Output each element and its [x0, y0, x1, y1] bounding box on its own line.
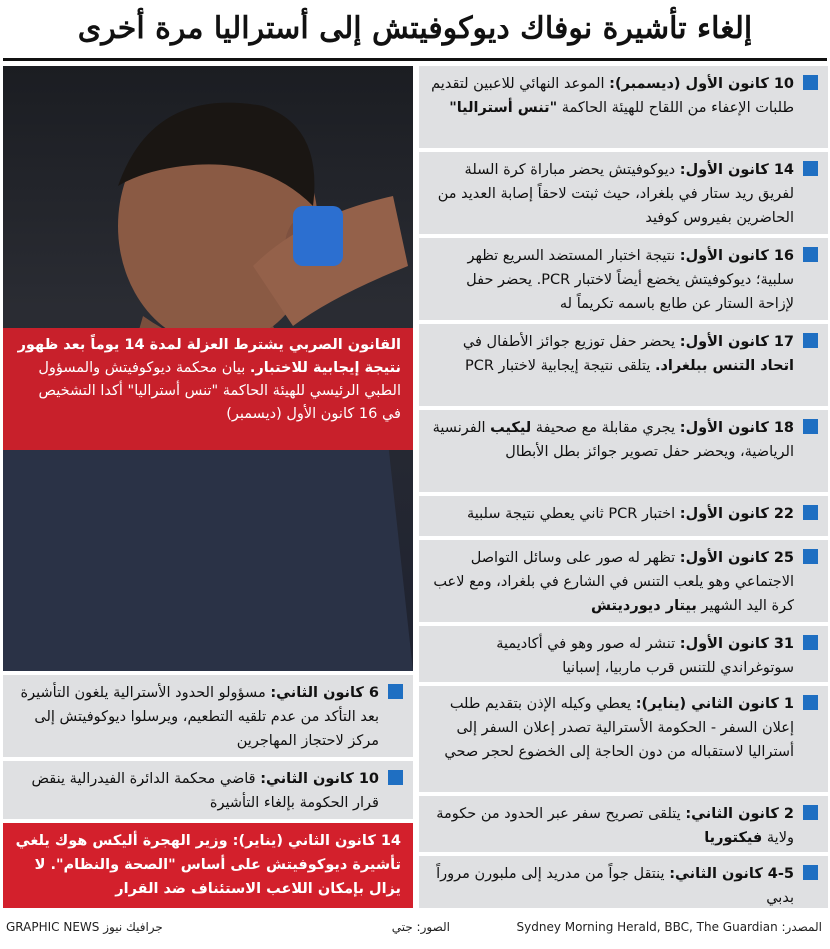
entry-bold-text: "تنس أستراليا": [449, 100, 558, 116]
entry-date: 10 كانون الثاني:: [260, 771, 379, 787]
entry-date: 1 كانون الثاني (يناير):: [635, 696, 794, 712]
photo-credit: الصور: جتي: [391, 920, 450, 934]
entry-text: الموعد النهائي للاعبين لتقديم طلبات الإعفاء من اللقاح للهيئة الحاكمة: [431, 76, 794, 116]
timeline-entry: [3, 761, 413, 819]
timeline-entry: [419, 410, 828, 492]
timeline-entry: [419, 686, 828, 792]
entry-text: الفرنسية الرياضية، ويحضر حفل تصوير جوائز بطل الأبطال: [432, 420, 794, 460]
timeline-entry: [419, 324, 828, 406]
timeline-entry: [419, 238, 828, 320]
bullet-square-icon: [388, 770, 403, 785]
entry-date: 22 كانون الأول:: [679, 506, 794, 522]
bullet-square-icon: [803, 75, 818, 90]
quarantine-callout: [3, 328, 413, 450]
entry-text: يتلقى نتيجة إيجابية لاختبار PCR: [465, 358, 655, 374]
source-credit: المصدر: Sydney Morning Herald, BBC, The Guardian: [516, 920, 822, 934]
timeline-entry-highlight: [3, 823, 413, 908]
title-divider: [3, 58, 827, 61]
entry-text: وزير الهجرة أليكس هوك يلغي تأشيرة ديوكوفيتش على أساس "الصحة والنظام". لا يزال بإمكان اللاعب الاستئناف ضد القرار: [15, 833, 401, 897]
entry-date: 31 كانون الأول:: [679, 636, 794, 652]
entry-text: ديوكوفيتش يحضر مباراة كرة السلة لفريق ريد ستار في بلغراد، حيث ثبتت لاحقاً إصابة العديد من الحاضرين بفيروس كوفيد: [437, 162, 794, 226]
entry-date: 4-5 كانون الثاني:: [669, 866, 794, 882]
entry-text: اختبار PCR ثاني يعطي نتيجة سلبية: [467, 506, 680, 522]
entry-date: 14 كانون الثاني (يناير):: [232, 833, 401, 849]
timeline-entry: [419, 152, 828, 234]
page-title: إلغاء تأشيرة نوفاك ديوكوفيتش إلى أستراليا مرة أخرى: [77, 10, 753, 46]
timeline-entry: [419, 66, 828, 148]
entry-date: 16 كانون الأول:: [679, 248, 794, 264]
entry-date: 6 كانون الثاني:: [270, 685, 379, 701]
entry-date: 2 كانون الثاني:: [685, 806, 794, 822]
entry-date: 17 كانون الأول:: [679, 334, 794, 350]
bullet-square-icon: [388, 684, 403, 699]
entry-bold-text: اتحاد التنس ببلغراد.: [654, 358, 794, 374]
entry-date: 18 كانون الأول:: [679, 420, 794, 436]
timeline-entry: [419, 540, 828, 622]
entry-text: قاضي محكمة الدائرة الفيدرالية ينقض قرار الحكومة بإلغاء التأشيرة: [31, 771, 379, 811]
entry-date: 14 كانون الأول:: [679, 162, 794, 178]
entry-date: 25 كانون الأول:: [679, 550, 794, 566]
callout-headline: القانون الصربي يشترط العزلة لمدة 14 يوماً بعد ظهور نتيجة إيجابية للاختبار.: [17, 337, 401, 376]
bullet-square-icon: [803, 695, 818, 710]
timeline-entry: [419, 856, 828, 908]
bullet-square-icon: [803, 549, 818, 564]
brand-logo: GRAPHIC NEWS جرافيك نيوز: [6, 920, 163, 934]
entry-text: مسؤولو الحدود الأسترالية يلغون التأشيرة بعد التأكد من عدم تلقيه التطعيم، ويرسلوا ديوكوفيتش إلى مركز لاحتجاز المهاجرين: [20, 685, 379, 749]
entry-text: ينتقل جواً من مدريد إلى ملبورن مروراً بدبي: [436, 866, 794, 906]
entry-bold-text: بيتار ديورديتش: [591, 598, 697, 614]
bullet-square-icon: [803, 247, 818, 262]
bullet-square-icon: [803, 333, 818, 348]
bullet-square-icon: [803, 865, 818, 880]
bullet-square-icon: [803, 161, 818, 176]
bullet-square-icon: [803, 635, 818, 650]
timeline-entry: [419, 796, 828, 852]
bullet-square-icon: [803, 419, 818, 434]
entry-bold-text: ليكيب: [490, 420, 532, 436]
entry-text: تنشر له صور وهو في أكاديمية سوتوغراندي للتنس قرب ماربيا، إسبانيا: [496, 636, 794, 676]
bullet-square-icon: [803, 805, 818, 820]
entry-text: تظهر له صور على وسائل التواصل الاجتماعي وهو يلعب التنس في الشارع في بلغراد، ومع لاعب كرة اليد الشهير: [433, 550, 794, 614]
entry-text: يعطي وكيله الإذن بتقديم طلب إعلان السفر - الحكومة الأسترالية تصدر إعلان السفر إلى أستراليا لاستقباله من دون الحاجة إلى الخضوع لحجر صحي: [444, 696, 794, 760]
entry-date: 10 كانون الأول (ديسمبر):: [609, 76, 794, 92]
footer: [0, 912, 830, 949]
entry-text: يحضر حفل توزيع جوائز الأطفال في: [462, 334, 680, 350]
timeline-entry: [419, 626, 828, 682]
entry-text: نتيجة اختبار المستضد السريع تظهر سلبية؛ ديوكوفيتش يخضع أيضاً لاختبار PCR. يحضر حفل لإزاحة الستار عن طابع باسمه تكريماً له: [466, 248, 794, 312]
entry-bold-text: فيكتوريا: [704, 830, 763, 846]
bullet-square-icon: [803, 505, 818, 520]
timeline-entry: [3, 675, 413, 757]
timeline-entry: [419, 496, 828, 536]
entry-text: يجري مقابلة مع صحيفة: [531, 420, 680, 436]
callout-text: بيان محكمة ديوكوفيتش والمسؤول الطبي الرئيسي للهيئة الحاكمة "تنس أستراليا" أكدا التشخيص في 16 كانون الأول (ديسمبر): [38, 360, 401, 422]
entry-text: يتلقى تصريح سفر عبر الحدود من حكومة ولاية: [436, 806, 794, 846]
